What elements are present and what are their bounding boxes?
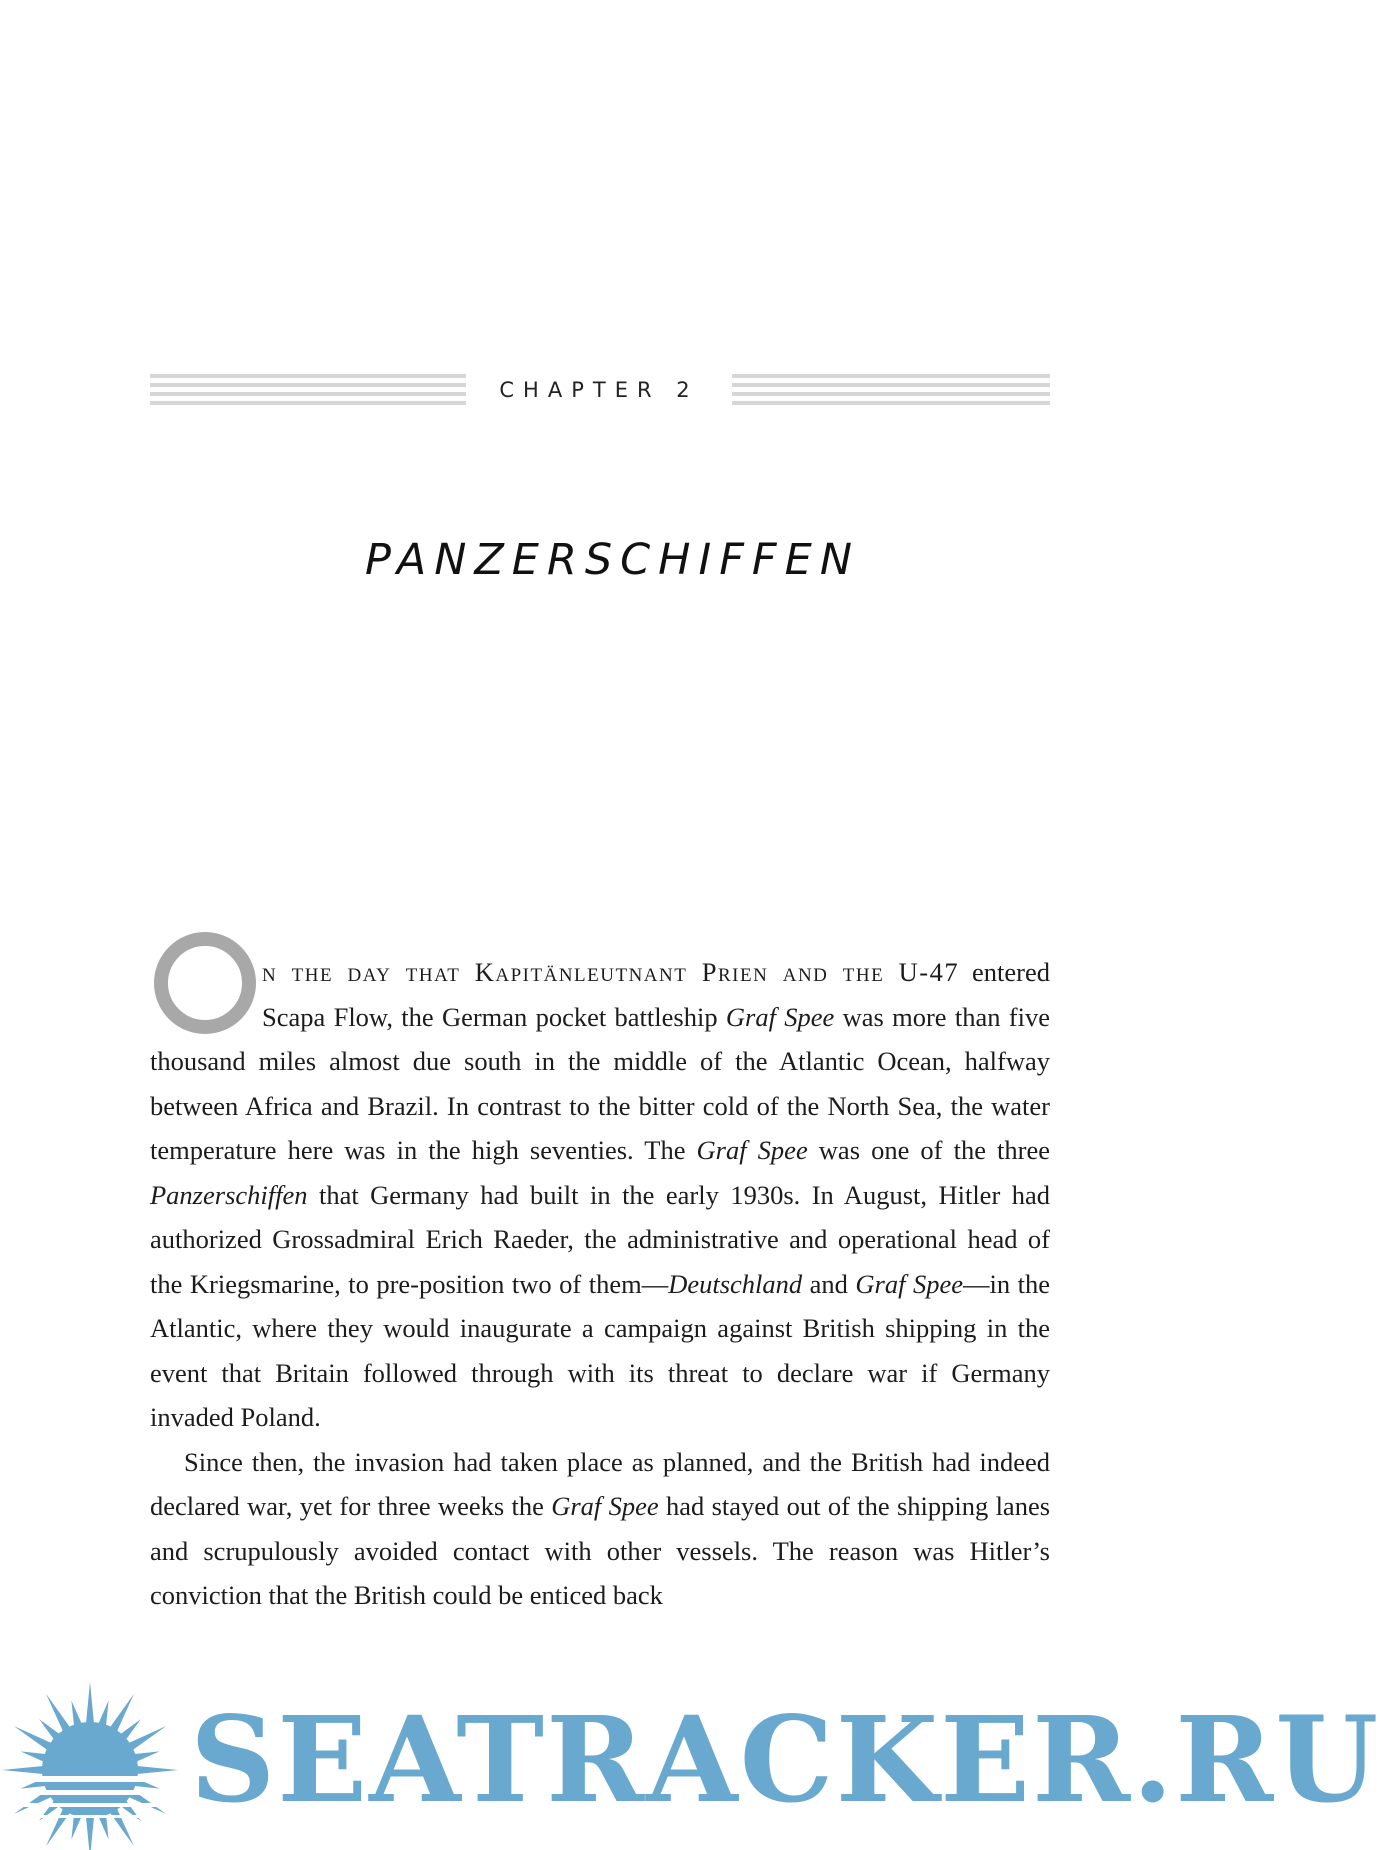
sun-ray xyxy=(86,1816,94,1850)
sun-ray xyxy=(2,1766,44,1774)
watermark-text: SEATRACKER.RU xyxy=(190,1690,1380,1829)
ship-name-italic: Graf Spee xyxy=(696,1135,808,1165)
sun-ray xyxy=(109,1808,134,1847)
sun-ray xyxy=(109,1694,134,1733)
drop-cap-letter xyxy=(154,932,256,1034)
ship-name-italic: Deutschland xyxy=(668,1268,803,1299)
term-italic: Panzerschiffen xyxy=(150,1179,308,1210)
paragraph-2 xyxy=(150,1440,1050,1618)
sun-ray xyxy=(133,1751,159,1762)
watermark xyxy=(0,1665,1380,1850)
lead-in-small-caps: n the day that Kapitänleutnant Prien and the U-47 xyxy=(262,957,960,987)
chapter-label: CHAPTER 2 xyxy=(499,378,699,402)
decorative-rule-left xyxy=(150,374,466,406)
sun-ray xyxy=(86,1682,94,1724)
text-run: and xyxy=(802,1268,856,1299)
text-run: Since then, the invasion had taken place as planned, and the British had indeed declared war, yet for three weeks the xyxy=(150,1446,1050,1521)
ship-name-italic: Graf Spee xyxy=(855,1268,964,1299)
text-run: —in the Atlantic, where they would inaugurate a campaign against British shipping in the event that Britain followed through with its threat to declare war if Germany invaded Poland. xyxy=(150,1268,1050,1432)
ship-name-italic: Graf Spee xyxy=(725,1001,835,1032)
sun-ray xyxy=(46,1808,71,1847)
drop-cap xyxy=(152,930,258,1036)
sun-ray xyxy=(136,1766,178,1774)
text-run: entered Scapa Flow, the German pocket battleship xyxy=(262,957,1050,1032)
sun-logo-icon xyxy=(0,1675,180,1850)
sun-ray xyxy=(98,1701,109,1727)
decorative-rule-right xyxy=(732,374,1050,406)
text-run: that Germany had built in the early 1930s. In August, Hitler had authorized Grossadmiral Erich Raeder, the administrative and operational head of the Kriegsmarine, to pre-position two of them— xyxy=(150,1179,1050,1299)
text-run: was one of the three xyxy=(807,1135,1050,1165)
ship-name-italic: Graf Spee xyxy=(551,1491,659,1521)
body-text xyxy=(150,950,1050,1618)
sun-ray xyxy=(46,1694,71,1733)
sun-ray xyxy=(21,1751,47,1762)
sun-ray xyxy=(14,1726,53,1751)
text-run: was more than five thousand miles almost due south in the middle of the Atlantic Ocean, halfway between Africa and Brazil. In contrast to the bitter cold of the North Sea, the water temperature here was in the high seventies. The xyxy=(150,1001,1050,1165)
chapter-title: PANZERSCHIFFEN xyxy=(364,535,860,585)
paragraph-1 xyxy=(150,950,1050,1440)
sun-ray xyxy=(128,1726,167,1751)
chapter-header xyxy=(150,370,1050,410)
sun-ray xyxy=(71,1701,82,1727)
text-run: had stayed out of the shipping lanes and scrupulously avoided contact with other vessels. The reason was Hitler’s conviction that the British could be enticed back xyxy=(150,1491,1051,1610)
